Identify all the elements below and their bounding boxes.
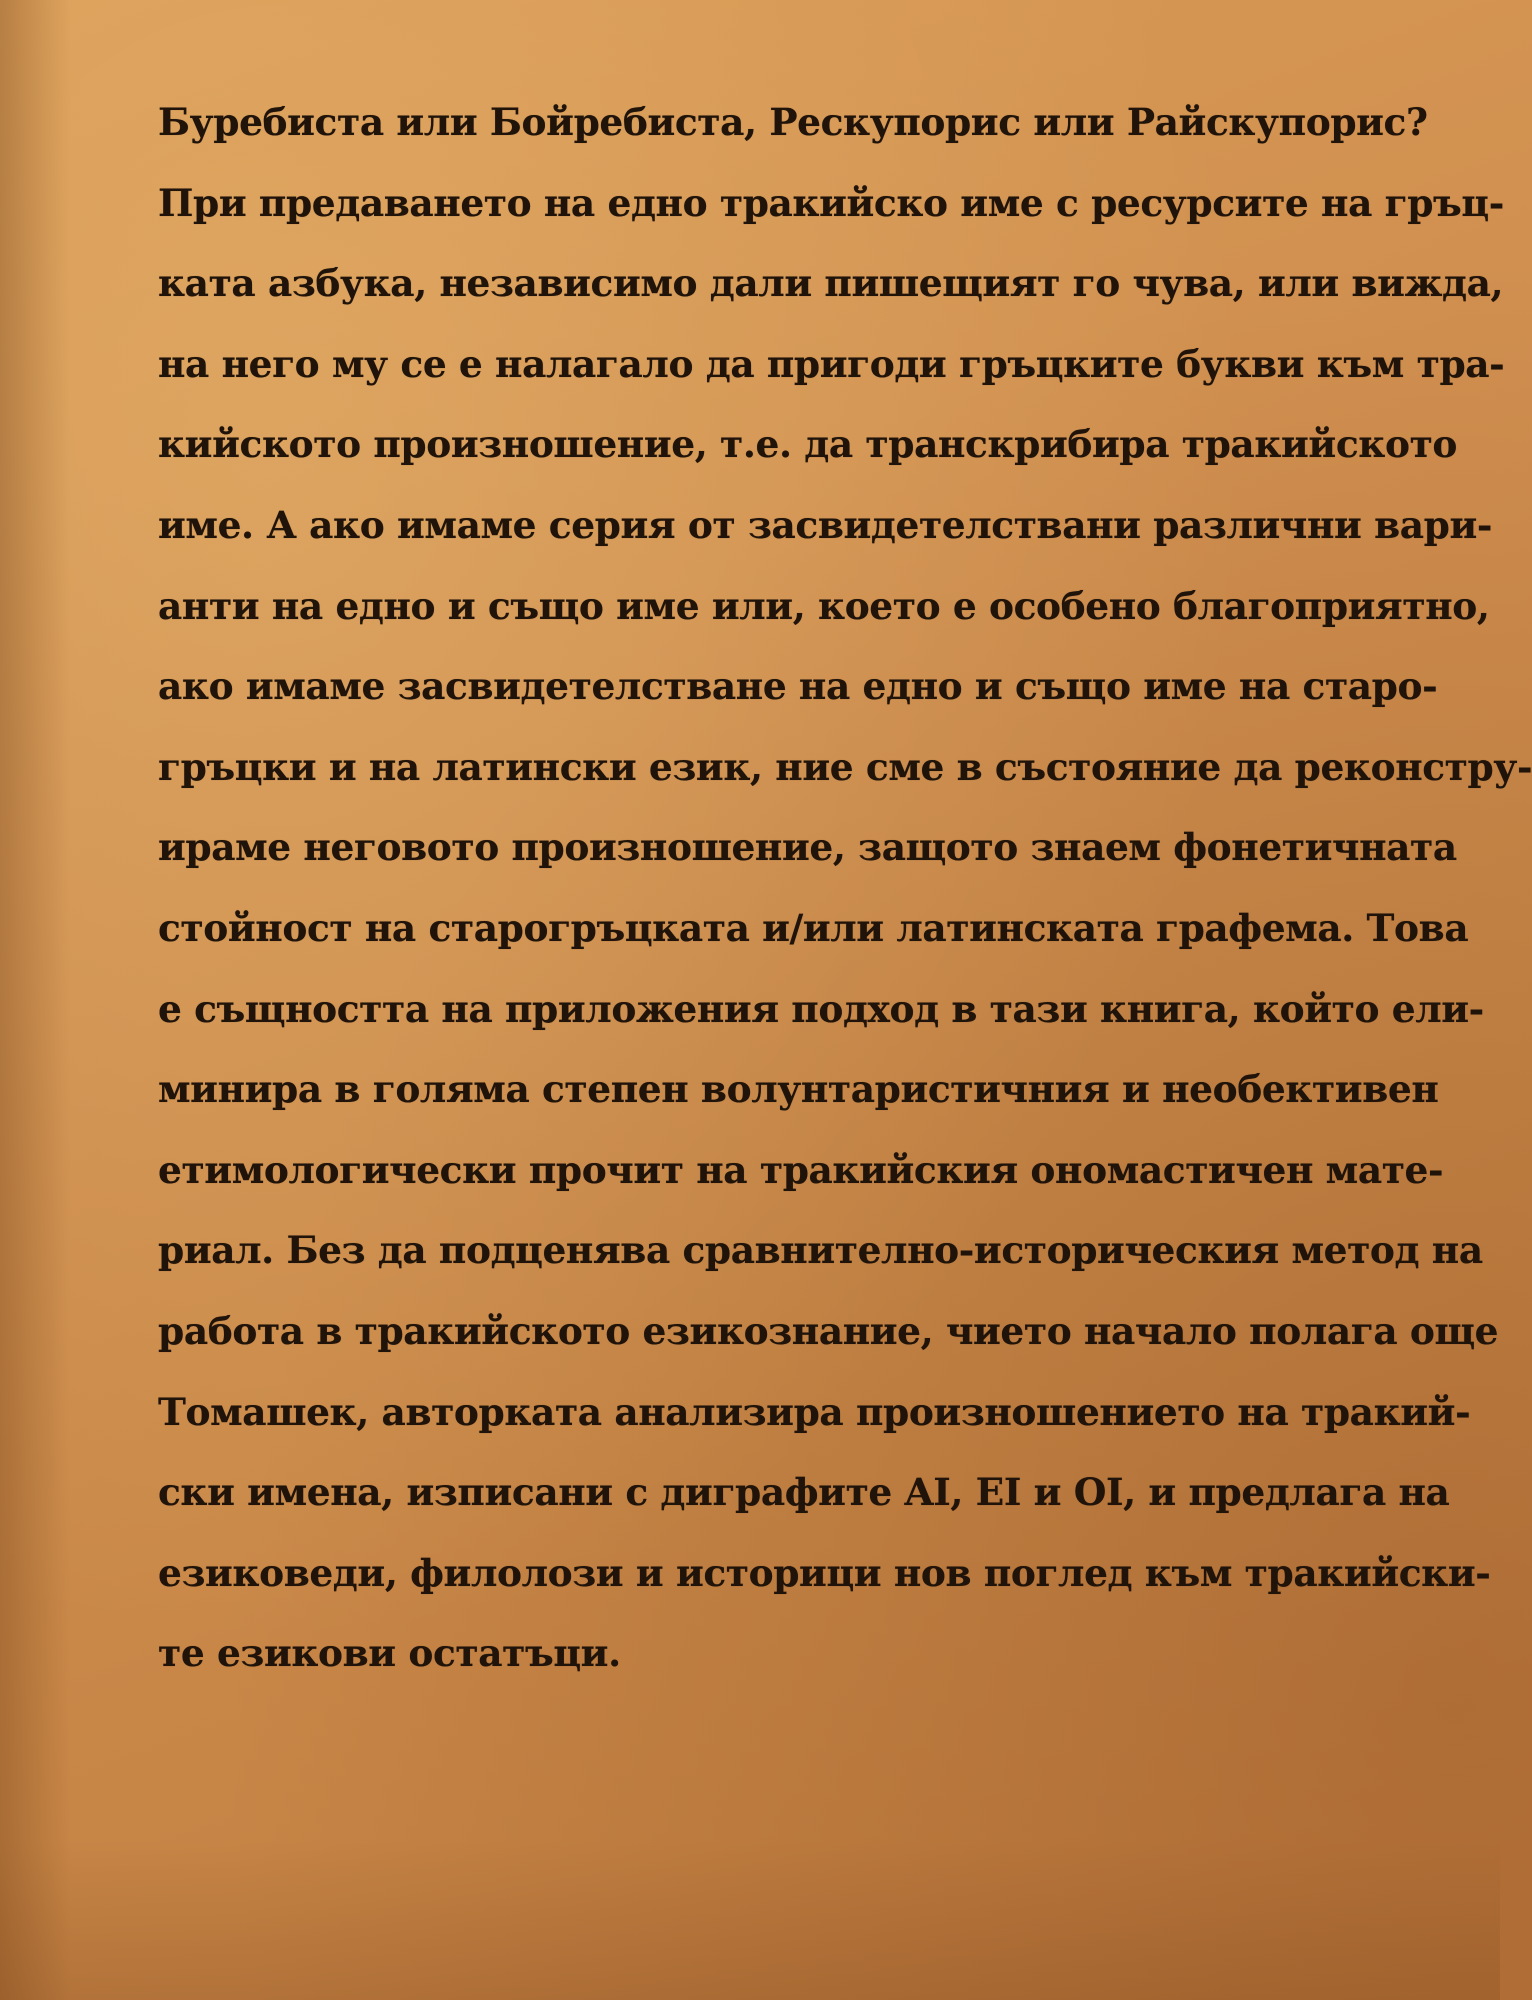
cover-bottom-shadow xyxy=(0,1840,1500,2000)
blurb-line: анти на едно и също име или, което е особено благоприятно, xyxy=(158,583,1490,628)
cover-edge-shadow xyxy=(0,0,70,2000)
blurb-line: минира в голяма степен волунтаристичния и необективен xyxy=(158,1067,1439,1112)
blurb-line: работа в тракийското езикознание, чието начало полага още xyxy=(158,1308,1499,1353)
blurb-line: име. А ако имаме серия от засвидетелствани различни вари- xyxy=(158,502,1493,547)
blurb-line: езиковеди, филолози и историци нов поглед към тракийски- xyxy=(158,1550,1491,1595)
blurb-line: стойност на старогръцката и/или латинската графема. Това xyxy=(158,905,1469,950)
blurb-line: Буребиста или Бойребиста, Рескупорис или Райскупорис? xyxy=(158,100,1428,144)
blurb-line: ираме неговото произношение, защото знаем фонетичната xyxy=(158,825,1457,870)
blurb-line: ако имаме засвидетелстване на едно и също име на старо- xyxy=(158,664,1438,709)
blurb-line: те езикови остатъци. xyxy=(158,1631,621,1676)
blurb-line: е същността на приложения подход в тази книга, който ели- xyxy=(158,986,1484,1031)
blurb-line: риал. Без да подценява сравнително-историческия метод на xyxy=(158,1228,1483,1273)
blurb-line: ски имена, изписани с диграфите AI, EI и OI, и предлага на xyxy=(158,1470,1450,1515)
blurb-line: гръцки и на латински език, ние сме в състояние да реконстру- xyxy=(158,744,1532,789)
blurb-line: ката азбука, независимо дали пишещият го чува, или вижда, xyxy=(158,261,1504,306)
blurb-line: При предаването на едно тракийско име с ресурсите на гръц- xyxy=(158,180,1504,225)
blurb-line: на него му се е налагало да пригоди гръцките букви към тра- xyxy=(158,341,1505,386)
blurb-line: етимологически прочит на тракийския ономастичен мате- xyxy=(158,1147,1444,1192)
blurb-line: Томашек, авторката анализира произношението на тракий- xyxy=(158,1389,1471,1434)
blurb-text-block xyxy=(158,82,1532,1694)
blurb-line: кийското произношение, т.е. да транскрибира тракийското xyxy=(158,422,1458,467)
